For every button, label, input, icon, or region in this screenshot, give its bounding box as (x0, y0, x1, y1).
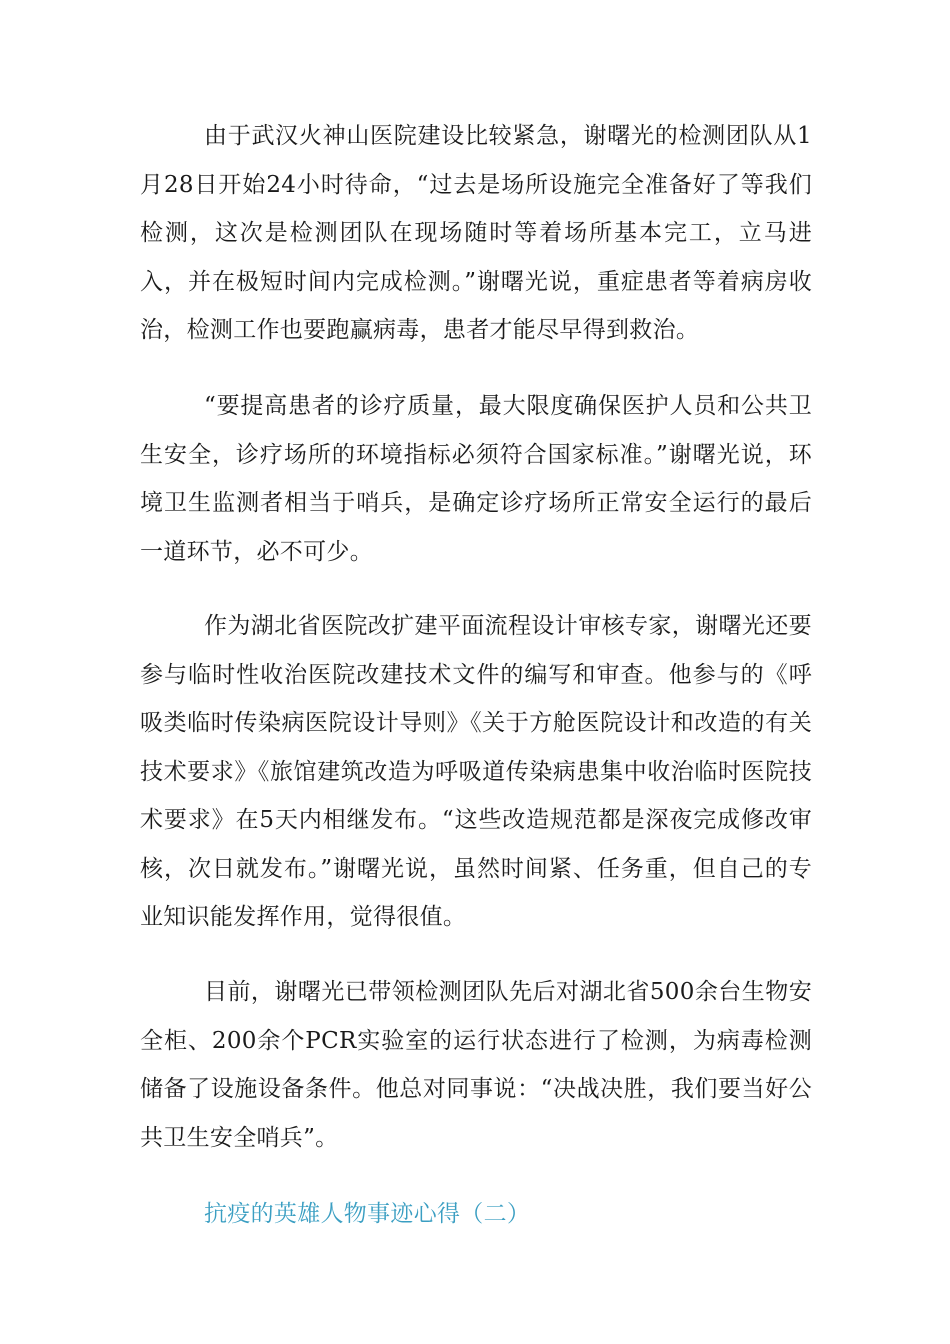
section-heading: 抗疫的英雄人物事迹心得（二） (204, 1201, 531, 1227)
body-paragraph-1: 由于武汉火神山医院建设比较紧急，谢曙光的检测团队从1月28日开始24小时待命，“过去是场所设施完全准备好了等我们检测，这次是检测团队在现场随时等着场所基本完工，立马进入，并在极短时间内完成检测。”谢曙光说，重症患者等着病房收治，检测工作也要跑赢病毒，患者才能尽早得到救治。 (140, 123, 812, 343)
body-paragraph-3: 作为湖北省医院改扩建平面流程设计审核专家，谢曙光还要参与临时性收治医院改建技术文件的编写和审查。他参与的《呼吸类临时传染病医院设计导则》《关于方舱医院设计和改造的有关技术要求》《旅馆建筑改造为呼吸道传染病患集中收治临时医院技术要求》在5天内相继发布。“这些改造规范都是深夜完成修改审核，次日就发布。”谢曙光说，虽然时间紧、任务重，但自己的专业知识能发挥作用，觉得很值。 (140, 613, 812, 930)
body-paragraph-4: 目前，谢曙光已带领检测团队先后对湖北省500余台生物安全柜、200余个PCR实验室的运行状态进行了检测，为病毒检测储备了设施设备条件。他总对同事说：“决战决胜，我们要当好公共卫生安全哨兵”。 (140, 979, 812, 1151)
body-paragraph-2: “要提高患者的诊疗质量，最大限度确保医护人员和公共卫生安全，诊疗场所的环境指标必须符合国家标准。”谢曙光说，环境卫生监测者相当于哨兵，是确定诊疗场所正常安全运行的最后一道环节，必不可少。 (140, 393, 812, 565)
